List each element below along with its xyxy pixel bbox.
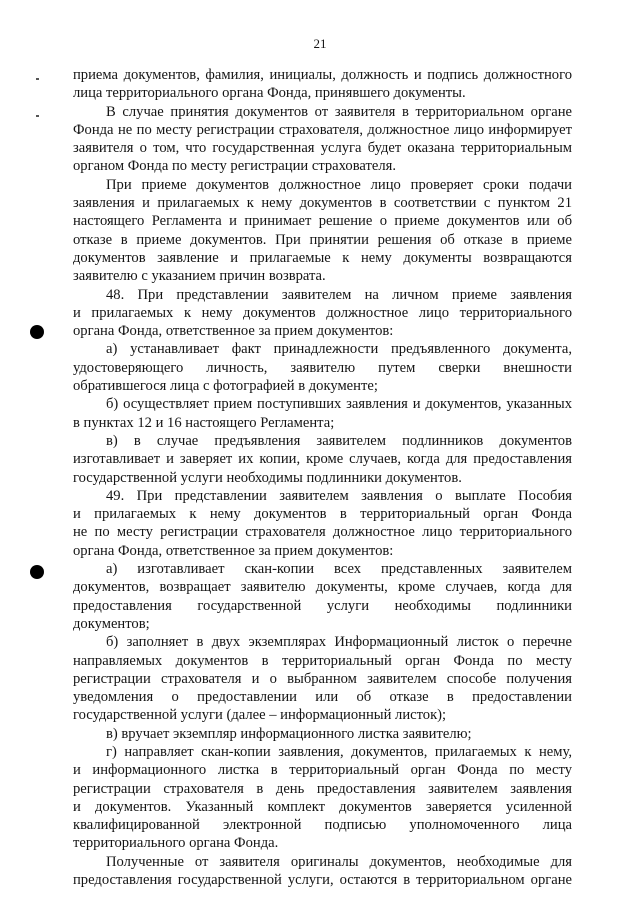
text-line: заявителю с указанием причин возврата. — [73, 268, 326, 285]
text-line: предоставления государственной услуги необходимы подлинники — [73, 597, 572, 614]
text-line: Фонда не по месту регистрации страхователя, должностное лицо информирует — [73, 121, 572, 138]
text-line: предоставления государственной услуги, остаются в территориальном органе — [73, 872, 572, 889]
text-line: в) вручает экземпляр информационного листка заявителю; — [106, 725, 472, 742]
page-number: 21 — [313, 36, 327, 51]
text-line: удостоверяющего личность, заявителю путем сверки внешности — [73, 359, 572, 376]
text-line: уведомления о предоставлении или об отказе в предоставлении — [73, 689, 572, 706]
text-line: и прилагаемых к нему документов в территориальный орган Фонда — [73, 506, 572, 523]
text-line: обратившегося лица с фотографией в документе; — [73, 378, 378, 395]
text-line: а) изготавливает скан-копии всех представленных заявителем — [106, 561, 572, 578]
text-line: 49. При представлении заявителем заявления о выплате Пособия — [106, 487, 572, 504]
text-line: При приеме документов должностное лицо проверяет сроки подачи — [106, 176, 572, 193]
text-line: В случае принятия документов от заявителя в территориальном органе — [106, 103, 572, 120]
text-line: государственной услуги необходимы подлинники документов. — [73, 469, 462, 486]
text-line: документов, возвращает заявителю документы, кроме случаев, когда для — [73, 579, 572, 596]
text-line: регистрации страхователя и о выбранном заявителем способе получения — [73, 670, 572, 687]
text-line: отказе в приеме документов. При принятии решения об отказе в приеме — [73, 231, 572, 248]
text-line: 48. При представлении заявителем на личном приеме заявления — [106, 286, 572, 303]
text-line: регистрации страхователя в день предоставления заявителем заявления — [73, 780, 572, 797]
punch-hole-bottom — [30, 565, 44, 579]
text-line: г) направляет скан-копии заявления, документов, прилагаемых к нему, — [106, 743, 572, 760]
text-line: государственной услуги (далее – информационный листок); — [73, 707, 447, 724]
text-line: заявления и прилагаемых к нему документов в соответствии с пунктом 21 — [73, 195, 572, 212]
scan-mark-2 — [36, 115, 39, 117]
text-line: документов заявление и прилагаемые к нему документы возвращаются — [73, 249, 572, 266]
text-line: изготавливает и заверяет их копии, кроме случаев, когда для предоставления — [73, 451, 572, 468]
text-line: приема документов, фамилия, инициалы, должность и подпись должностного — [73, 67, 572, 83]
text-line: б) заполняет в двух экземплярах Информационный листок о перечне — [106, 634, 572, 651]
text-line: органа Фонда, ответственное за прием документов: — [73, 542, 394, 559]
text-line: и документов. Указанный комплект документов заверяется усиленной — [73, 798, 572, 815]
text-line: документов; — [73, 615, 150, 632]
punch-hole-top — [30, 325, 44, 339]
text-line: квалифицированной электронной подписью уполномоченного лица — [73, 817, 572, 834]
text-line: в) в случае предъявления заявителем подлинников документов — [106, 432, 572, 449]
text-line: настоящего Регламента и принимает решение о приеме документов или об — [73, 213, 572, 230]
text-line: направляемых документов в территориальный орган Фонда по месту — [73, 652, 572, 669]
text-line: территориального органа Фонда. — [73, 835, 279, 852]
document-body — [73, 66, 572, 889]
text-line: органа Фонда, ответственное за прием документов: — [73, 323, 394, 340]
text-line: Полученные от заявителя оригиналы документов, необходимые для — [106, 853, 572, 870]
text-line: заявителя о том, что государственная услуга будет оказана территориальным — [73, 140, 572, 157]
text-line: и информационного листка в территориальный орган Фонда по месту — [73, 762, 572, 779]
scan-mark-1 — [36, 78, 39, 80]
text-line: б) осуществляет прием поступивших заявления и документов, указанных — [106, 396, 572, 413]
text-line: лица территориального органа Фонда, принявшего документы. — [73, 85, 466, 102]
text-line: а) устанавливает факт принадлежности предъявленного документа, — [106, 341, 572, 358]
text-line: не по месту регистрации страхователя должностное лицо территориального — [73, 524, 572, 541]
text-line: органом Фонда по месту регистрации страхователя. — [73, 158, 396, 175]
text-line: в пунктах 12 и 16 настоящего Регламента; — [73, 414, 335, 431]
text-line: и прилагаемых к нему документов должностное лицо территориального — [73, 304, 572, 321]
